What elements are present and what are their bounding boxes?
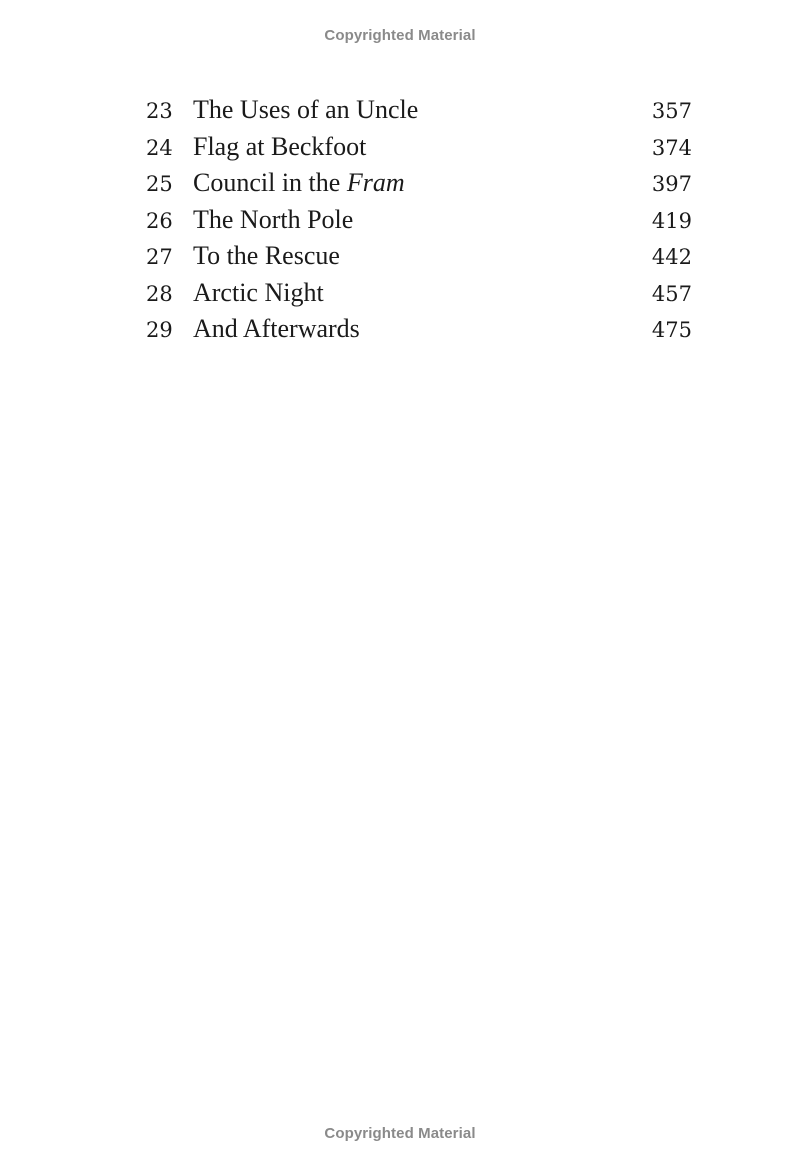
- toc-entry-23: [146, 92, 692, 129]
- chapter-title: Council in the Fram: [193, 168, 405, 197]
- page-number: 374: [651, 135, 692, 160]
- copyright-watermark-top: Copyrighted Material: [324, 27, 476, 44]
- chapter-number: 23: [146, 99, 173, 123]
- page-number: 475: [651, 318, 692, 342]
- copyright-watermark-bottom: Copyrighted Material: [324, 1125, 476, 1142]
- page-number: 442: [651, 245, 692, 269]
- page-number: 419: [651, 208, 692, 233]
- toc-entry-28: [146, 275, 692, 312]
- chapter-number: 27: [146, 245, 173, 269]
- toc-entry-27: [146, 238, 692, 275]
- page-number: 357: [651, 99, 692, 123]
- chapter-title: Arctic Night: [193, 277, 324, 307]
- chapter-title: And Afterwards: [193, 314, 360, 343]
- chapter-number: 29: [146, 318, 173, 342]
- chapter-number: 26: [146, 208, 173, 233]
- page-number: 457: [651, 281, 692, 306]
- chapter-number: 28: [146, 281, 173, 306]
- chapter-title: The North Pole: [193, 204, 354, 234]
- chapter-title: To the Rescue: [193, 241, 340, 270]
- page-number: 397: [651, 172, 692, 196]
- toc-entry-25: [146, 165, 692, 202]
- italic-ship-name: Fram: [346, 168, 405, 197]
- chapter-title: Flag at Beckfoot: [193, 131, 367, 161]
- chapter-number: 24: [146, 135, 173, 160]
- toc-entry-26: [146, 202, 692, 239]
- toc-entry-24: [146, 129, 692, 166]
- chapter-number: 25: [146, 172, 173, 196]
- toc-entry-29: [146, 311, 692, 348]
- chapter-title: The Uses of an Uncle: [193, 95, 419, 124]
- table-of-contents: [146, 92, 692, 348]
